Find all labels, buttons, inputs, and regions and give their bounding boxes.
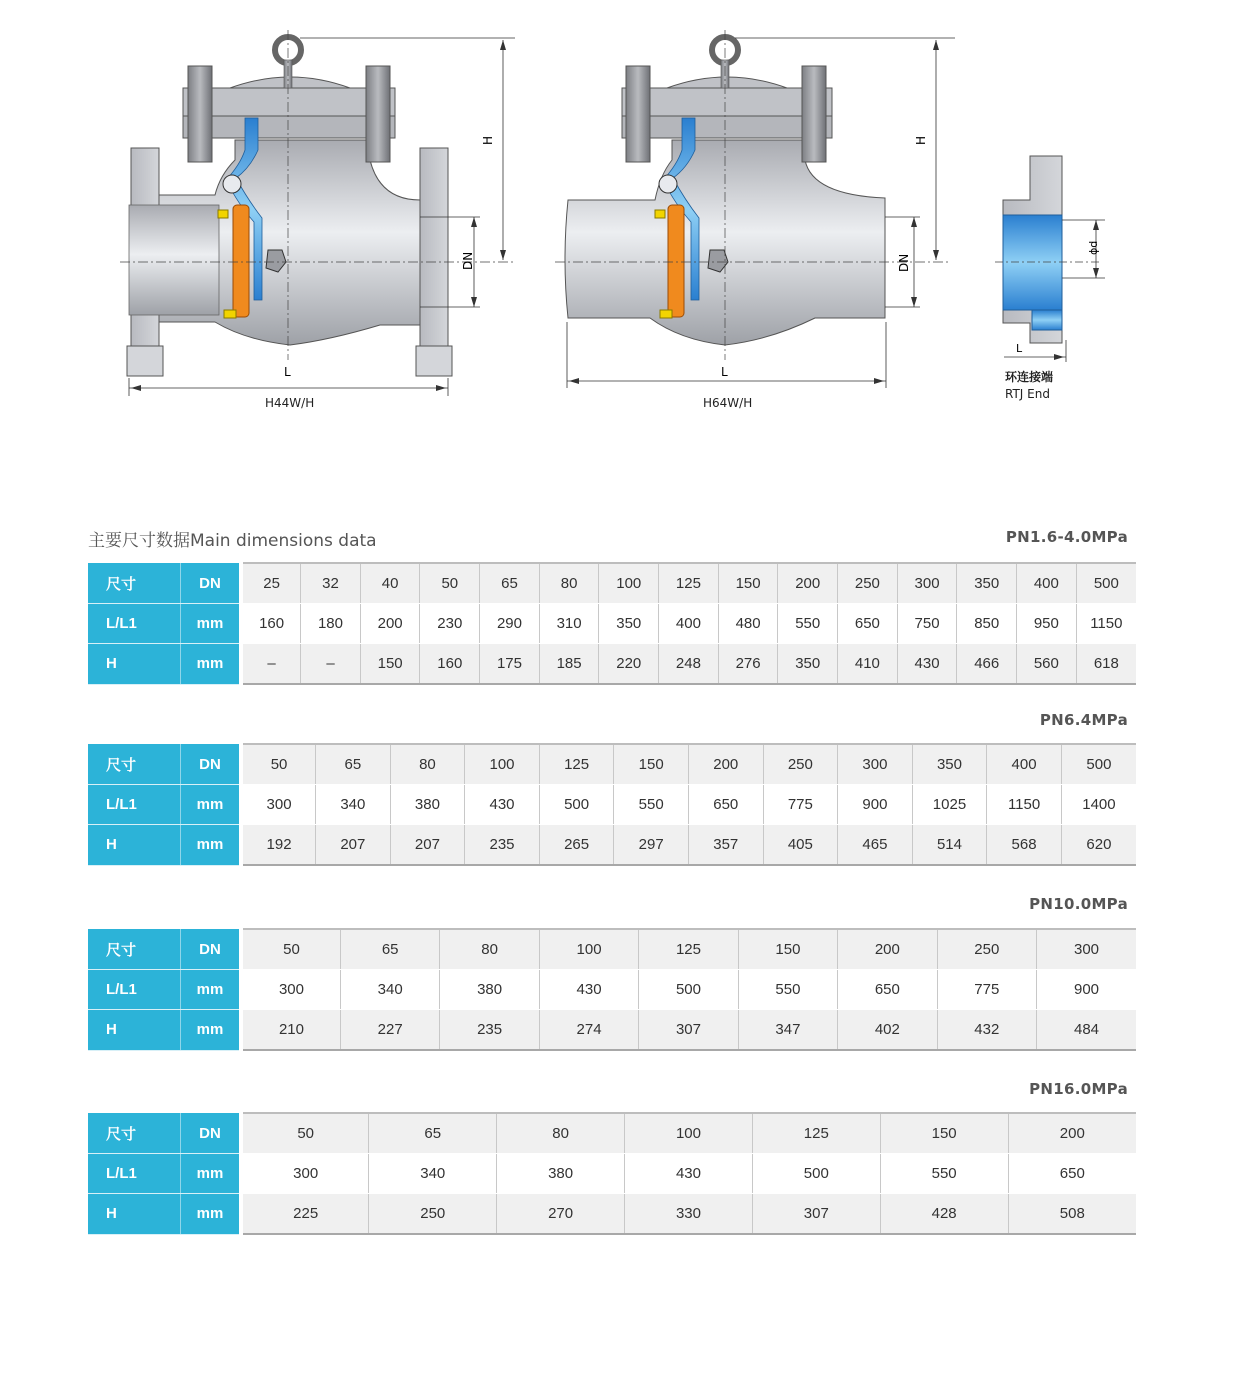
dim-l-label-middle: L [721,365,728,379]
table-cell: 500 [539,785,614,825]
table-cell: 350 [957,563,1017,604]
table-cell: 357 [688,825,763,866]
table-cell: – [301,644,361,685]
table-cell: 200 [688,744,763,785]
table-cell: 160 [241,604,301,644]
table-row [88,744,1136,785]
table-cell: 1025 [912,785,987,825]
row-label: L/L1 [88,1154,181,1194]
table-cell: 307 [639,1010,738,1051]
table-cell: 185 [539,644,599,685]
table-cell: 207 [316,825,391,866]
table-cell: 125 [659,563,719,604]
pressure-label-4: PN16.0MPa [1029,1080,1128,1098]
table-cell: 500 [639,970,738,1010]
table-cell: 50 [241,744,316,785]
table-cell: 550 [880,1154,1008,1194]
table-cell: 850 [957,604,1017,644]
section-title: 主要尺寸数据Main dimensions data [88,531,377,551]
table-cell: 160 [420,644,480,685]
pressure-label-3: PN10.0MPa [1029,895,1128,913]
table-cell: 32 [301,563,361,604]
table-row [88,1154,1136,1194]
row-unit: DN [181,1113,242,1154]
table-cell: 514 [912,825,987,866]
table-cell: 65 [480,563,540,604]
pressure-label-2: PN6.4MPa [1039,711,1128,729]
table-cell: 508 [1008,1194,1136,1235]
table-cell: 432 [937,1010,1036,1051]
table-cell: 250 [763,744,838,785]
table-cell: 207 [390,825,465,866]
dimensions-table-pn10-0 [88,928,1136,1051]
table-cell: 50 [241,1113,369,1154]
table-cell: 500 [1076,563,1136,604]
table-cell: 200 [360,604,420,644]
table-cell: 200 [778,563,838,604]
row-unit: DN [181,744,242,785]
table-cell: 100 [465,744,540,785]
table-cell: 307 [752,1194,880,1235]
table-cell: 430 [465,785,540,825]
table-cell: 340 [340,970,439,1010]
row-unit: DN [181,929,242,970]
table-row [88,644,1136,685]
table-row [88,604,1136,644]
row-label: 尺寸 [88,563,181,604]
table-cell: 650 [838,604,898,644]
table-cell: 100 [599,563,659,604]
row-unit: mm [181,604,242,644]
table-cell: 235 [465,825,540,866]
table-cell: 950 [1017,604,1077,644]
table-cell: 300 [1037,929,1137,970]
row-label: 尺寸 [88,744,181,785]
table-cell: 250 [937,929,1036,970]
table-cell: 400 [659,604,719,644]
table-cell: 250 [369,1194,497,1235]
table-cell: 380 [497,1154,625,1194]
table-cell: 300 [838,744,913,785]
dimensions-table-pn6-4 [88,743,1136,866]
table-cell: 50 [241,929,340,970]
dim-dn-label-left: DN [461,251,475,270]
row-label: H [88,1010,181,1051]
table-row [88,929,1136,970]
table-cell: 300 [897,563,957,604]
row-unit: mm [181,785,242,825]
table-cell: 65 [316,744,391,785]
table-cell: 80 [539,563,599,604]
table-cell: 100 [539,929,638,970]
table-cell: 150 [614,744,689,785]
dimensions-table-pn16-0 [88,1112,1136,1235]
table-cell: 650 [1008,1154,1136,1194]
row-unit: DN [181,563,242,604]
table-cell: 340 [316,785,391,825]
row-label: L/L1 [88,785,181,825]
table-cell: 220 [599,644,659,685]
table-cell: 405 [763,825,838,866]
valve-drawings [0,0,1240,440]
table-cell: 480 [718,604,778,644]
table-cell: 330 [625,1194,753,1235]
table-cell: 300 [241,970,340,1010]
dim-h-label-middle: H [914,135,928,145]
table-row [88,1194,1136,1235]
table-cell: 347 [738,1010,837,1051]
caption-rtj-cn: 环连接端 [1005,370,1054,384]
table-cell: 484 [1037,1010,1137,1051]
table-cell: 200 [838,929,937,970]
table-cell: 297 [614,825,689,866]
table-cell: 380 [390,785,465,825]
table-row [88,825,1136,866]
table-cell: 650 [688,785,763,825]
table-cell: 466 [957,644,1017,685]
row-unit: mm [181,644,242,685]
row-label: L/L1 [88,970,181,1010]
table-cell: 500 [752,1154,880,1194]
row-unit: mm [181,1194,242,1235]
flanged-valve-drawing [120,30,515,396]
table-cell: 310 [539,604,599,644]
table-cell: 350 [912,744,987,785]
table-cell: 380 [440,970,539,1010]
table-cell: 428 [880,1194,1008,1235]
table-cell: 250 [838,563,898,604]
table-cell: 350 [599,604,659,644]
rtj-end-drawing [995,156,1105,362]
table-cell: 430 [625,1154,753,1194]
table-cell: 340 [369,1154,497,1194]
table-cell: 500 [1061,744,1136,785]
table-row [88,970,1136,1010]
table-cell: 125 [639,929,738,970]
table-cell: 225 [241,1194,369,1235]
row-unit: mm [181,1010,242,1051]
table-cell: 550 [614,785,689,825]
table-cell: 568 [987,825,1062,866]
dim-d-label: ϕd [1087,240,1100,255]
table-cell: 430 [539,970,638,1010]
row-unit: mm [181,825,242,866]
table-row [88,1010,1136,1051]
table-cell: 65 [340,929,439,970]
table-row [88,1113,1136,1154]
row-label: H [88,825,181,866]
table-cell: 750 [897,604,957,644]
table-cell: 618 [1076,644,1136,685]
dim-dn-label-middle: DN [897,253,911,272]
table-cell: 1400 [1061,785,1136,825]
table-cell: 80 [390,744,465,785]
dim-h-label-left: H [481,135,495,145]
table-cell: 235 [440,1010,539,1051]
table-cell: 125 [752,1113,880,1154]
table-cell: 775 [937,970,1036,1010]
table-cell: 200 [1008,1113,1136,1154]
row-unit: mm [181,970,242,1010]
table-cell: 230 [420,604,480,644]
table-cell: 900 [838,785,913,825]
table-cell: 410 [838,644,898,685]
table-cell: 210 [241,1010,340,1051]
table-cell: 150 [738,929,837,970]
row-label: H [88,644,181,685]
table-cell: 180 [301,604,361,644]
row-label: 尺寸 [88,1113,181,1154]
table-cell: 265 [539,825,614,866]
table-row [88,563,1136,604]
table-cell: 227 [340,1010,439,1051]
table-cell: 430 [897,644,957,685]
row-label: H [88,1194,181,1235]
welded-valve-drawing [555,30,955,388]
table-cell: 40 [360,563,420,604]
table-cell: 248 [659,644,719,685]
table-cell: 25 [241,563,301,604]
table-cell: 192 [241,825,316,866]
dimensions-table-pn1-6-4-0 [88,562,1136,685]
table-cell: 900 [1037,970,1137,1010]
caption-h44wh: H44W/H [265,396,315,410]
table-cell: 65 [369,1113,497,1154]
dim-l-label-rtj: L [1016,342,1023,355]
table-cell: 290 [480,604,540,644]
table-cell: 175 [480,644,540,685]
row-label: 尺寸 [88,929,181,970]
caption-rtj-en: RTJ End [1005,387,1050,401]
table-cell: 1150 [1076,604,1136,644]
table-cell: 276 [718,644,778,685]
table-cell: 274 [539,1010,638,1051]
caption-h64wh: H64W/H [703,396,753,410]
table-cell: 560 [1017,644,1077,685]
table-row [88,785,1136,825]
row-unit: mm [181,1154,242,1194]
table-cell: 1150 [987,785,1062,825]
table-cell: 400 [987,744,1062,785]
table-cell: 465 [838,825,913,866]
table-cell: 150 [360,644,420,685]
table-cell: 150 [718,563,778,604]
table-cell: 550 [778,604,838,644]
table-cell: 270 [497,1194,625,1235]
table-cell: 50 [420,563,480,604]
table-cell: 775 [763,785,838,825]
dim-l-label-left: L [284,365,291,379]
table-cell: 150 [880,1113,1008,1154]
table-cell: 300 [241,785,316,825]
table-cell: 125 [539,744,614,785]
pressure-label-1: PN1.6-4.0MPa [1005,528,1128,546]
table-cell: 350 [778,644,838,685]
table-cell: 550 [738,970,837,1010]
table-cell: – [241,644,301,685]
table-cell: 400 [1017,563,1077,604]
table-cell: 402 [838,1010,937,1051]
row-label: L/L1 [88,604,181,644]
table-cell: 650 [838,970,937,1010]
table-cell: 80 [497,1113,625,1154]
table-cell: 100 [625,1113,753,1154]
table-cell: 80 [440,929,539,970]
table-cell: 620 [1061,825,1136,866]
table-cell: 300 [241,1154,369,1194]
